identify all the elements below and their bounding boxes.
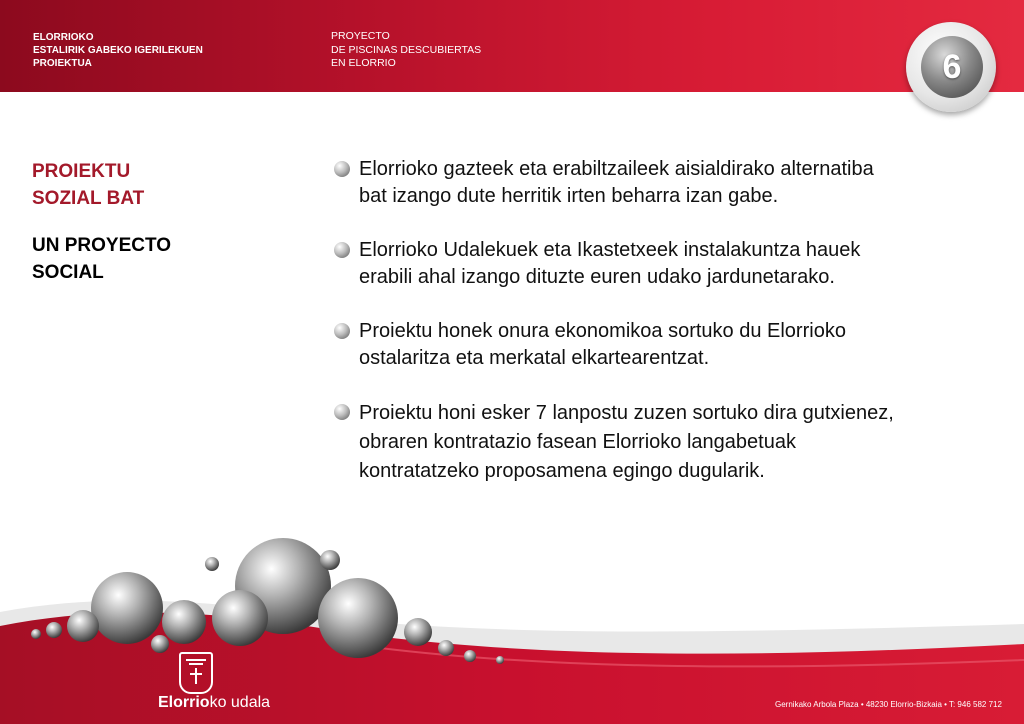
bullet-sphere-icon — [334, 161, 350, 177]
side-title-spanish-line: UN PROYECTO — [32, 235, 172, 256]
bottom-wave-decoration — [0, 520, 1024, 724]
elorrio-logo — [155, 652, 271, 722]
header-banner — [0, 0, 1024, 92]
side-title-spanish — [32, 232, 171, 286]
bullet-sphere-icon — [334, 404, 350, 420]
bullet-sphere-icon — [334, 242, 350, 258]
bullet-line: erabili ahal izango dituzte euren udako jardunetarako. — [359, 266, 835, 288]
bubble-icon — [91, 572, 163, 644]
header-left-line: ELORRIOKO — [33, 32, 94, 43]
bullet-item — [334, 318, 994, 372]
logo-text-bold: Elorrio — [158, 694, 210, 711]
bullet-item — [334, 156, 994, 210]
bubble-icon — [162, 600, 206, 644]
bubble-icon — [67, 610, 99, 642]
bullet-item — [334, 237, 994, 291]
bullet-list — [334, 156, 994, 513]
bullet-line: kontratatzeko proposamena egingo dugularik. — [359, 460, 765, 482]
bubble-icon — [438, 640, 454, 656]
bullet-item — [334, 399, 994, 486]
bubble-icon — [31, 629, 41, 639]
bullet-line: Elorrioko Udalekuek eta Ikastetxeek instalakuntza hauek — [359, 239, 861, 261]
header-title-basque — [33, 31, 203, 70]
bullet-line: Proiektu honi esker 7 lanpostu zuzen sortuko dira gutxienez, — [359, 402, 894, 424]
bubble-icon — [212, 590, 268, 646]
footer-address: Gernikako Arbola Plaza • 48230 Elorrio-Bizkaia • T: 946 582 712 — [775, 700, 1002, 709]
page-number-ball-inner — [921, 36, 983, 98]
header-title-spanish — [331, 30, 481, 71]
side-title — [32, 158, 171, 286]
coat-of-arms-icon — [179, 652, 213, 694]
bullet-line: Elorrioko gazteek eta erabiltzaileek aisialdirako alternatiba — [359, 158, 874, 180]
page-number: 6 — [942, 47, 962, 86]
header-right-line: DE PISCINAS DESCUBIERTAS — [331, 43, 482, 56]
bubble-icon — [320, 550, 340, 570]
bubble-icon — [464, 650, 476, 662]
side-title-basque-line: PROIEKTU — [32, 161, 131, 182]
bullet-line: bat izango dute herritik irten beharra izan gabe. — [359, 185, 779, 207]
bullet-line: Proiektu honek onura ekonomikoa sortuko du Elorrioko — [359, 320, 846, 342]
side-title-spanish-line: SOCIAL — [32, 262, 104, 283]
bullet-sphere-icon — [334, 323, 350, 339]
header-right-line: EN ELORRIO — [331, 57, 396, 69]
bubble-icon — [205, 557, 219, 571]
bubble-icon — [318, 578, 398, 658]
logo-text — [158, 694, 270, 712]
side-title-basque — [32, 158, 171, 212]
side-title-basque-line: SOZIAL BAT — [32, 188, 145, 209]
page-number-ball — [906, 22, 996, 112]
bullet-line: ostalaritza eta merkatal elkartearentzat. — [359, 347, 710, 369]
header-right-line: PROYECTO — [331, 30, 390, 42]
bubble-icon — [46, 622, 62, 638]
bubble-icon — [496, 656, 504, 664]
header-left-line: PROIEKTUA — [33, 58, 92, 69]
bullet-line: obraren kontratazio fasean Elorrioko langabetuak — [359, 431, 796, 453]
bubble-icon — [151, 635, 169, 653]
bubble-icon — [404, 618, 432, 646]
header-left-line: ESTALIRIK GABEKO IGERILEKUEN — [33, 45, 203, 56]
logo-text-light: ko udala — [209, 694, 271, 711]
